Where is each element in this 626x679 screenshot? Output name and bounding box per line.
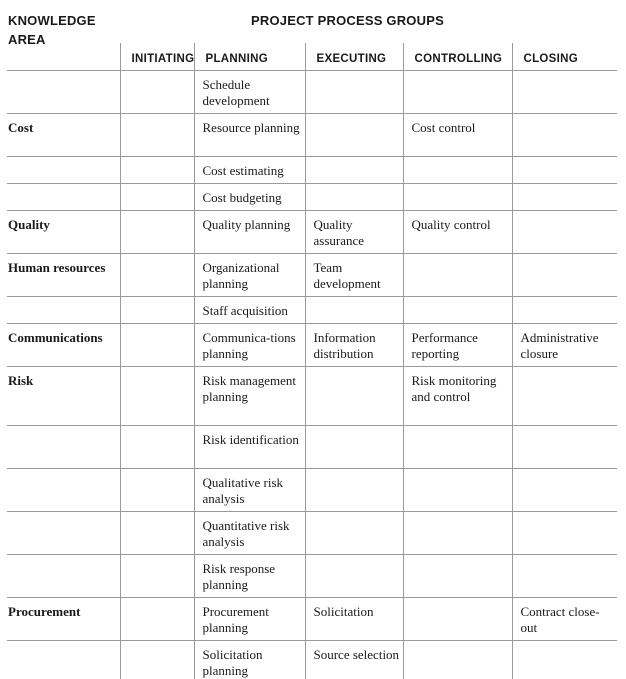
process-cell (403, 641, 512, 679)
knowledge-area-cell (7, 71, 120, 114)
process-cell (305, 114, 403, 157)
process-cell (512, 157, 617, 184)
process-cell: Cost budgeting (194, 184, 305, 211)
process-cell: Contract close-out (512, 598, 617, 641)
knowledge-area-cell (7, 469, 120, 512)
process-cell (120, 297, 194, 324)
process-cell: Source selection (305, 641, 403, 679)
process-cell (305, 157, 403, 184)
process-cell (512, 297, 617, 324)
table-row (7, 211, 617, 254)
table-row (7, 324, 617, 367)
process-cell (512, 555, 617, 598)
process-cell (120, 367, 194, 426)
knowledge-area-header: KNOWLEDGE AREA (8, 11, 118, 49)
knowledge-area-cell (7, 184, 120, 211)
knowledge-area-cell: Risk (7, 367, 120, 426)
table-row (7, 157, 617, 184)
knowledge-area-cell: Communications (7, 324, 120, 367)
process-cell (120, 469, 194, 512)
process-groups-header: PROJECT PROCESS GROUPS (251, 11, 444, 30)
process-cell (512, 211, 617, 254)
process-cell (120, 71, 194, 114)
process-cell: Quality assurance (305, 211, 403, 254)
column-header-row (7, 43, 617, 71)
knowledge-area-cell: Procurement (7, 598, 120, 641)
process-cell: Procurement planning (194, 598, 305, 641)
process-cell (305, 469, 403, 512)
process-cell: Solicitation (305, 598, 403, 641)
process-cell (512, 641, 617, 679)
process-cell (305, 426, 403, 469)
column-header-initiating: INITIATING (120, 43, 194, 71)
process-cell: Quality control (403, 211, 512, 254)
table-row (7, 184, 617, 211)
process-cell (120, 641, 194, 679)
process-cell (403, 71, 512, 114)
process-cell (120, 598, 194, 641)
process-cell (512, 469, 617, 512)
column-header-controlling: CONTROLLING (403, 43, 512, 71)
process-cell (305, 297, 403, 324)
process-cell (305, 71, 403, 114)
process-cell (512, 71, 617, 114)
process-cell (305, 555, 403, 598)
process-cell (305, 367, 403, 426)
process-cell (120, 184, 194, 211)
process-cell (305, 184, 403, 211)
table-body (7, 71, 617, 679)
process-cell (120, 157, 194, 184)
process-cell: Risk identification (194, 426, 305, 469)
table-row (7, 426, 617, 469)
process-cell: Quantitative risk analysis (194, 512, 305, 555)
knowledge-area-cell (7, 157, 120, 184)
process-cell (120, 555, 194, 598)
process-cell (512, 254, 617, 297)
knowledge-area-cell: Cost (7, 114, 120, 157)
process-cell: Schedule development (194, 71, 305, 114)
knowledge-area-cell (7, 297, 120, 324)
process-cell: Administrative closure (512, 324, 617, 367)
process-cell: Risk response planning (194, 555, 305, 598)
knowledge-area-cell: Quality (7, 211, 120, 254)
table-row (7, 555, 617, 598)
process-cell: Communica-tions planning (194, 324, 305, 367)
process-cell (305, 512, 403, 555)
column-header-executing: EXECUTING (305, 43, 403, 71)
process-cell: Cost estimating (194, 157, 305, 184)
process-cell: Qualitative risk analysis (194, 469, 305, 512)
table-row (7, 512, 617, 555)
process-cell (512, 512, 617, 555)
process-cell (512, 114, 617, 157)
process-cell (512, 426, 617, 469)
knowledge-area-cell: Human resources (7, 254, 120, 297)
process-cell: Performance reporting (403, 324, 512, 367)
process-cell (403, 598, 512, 641)
table-row (7, 367, 617, 426)
process-cell (403, 426, 512, 469)
process-cell: Team development (305, 254, 403, 297)
column-header-knowledge-area (7, 43, 120, 71)
process-cell: Information distribution (305, 324, 403, 367)
table-row (7, 469, 617, 512)
process-cell (403, 297, 512, 324)
table-row (7, 641, 617, 679)
knowledge-area-cell (7, 555, 120, 598)
process-cell (403, 184, 512, 211)
process-cell (120, 324, 194, 367)
process-cell: Risk management planning (194, 367, 305, 426)
process-cell (512, 367, 617, 426)
process-cell (403, 254, 512, 297)
process-cell: Risk monitoring and control (403, 367, 512, 426)
process-cell: Resource planning (194, 114, 305, 157)
column-header-planning: PLANNING (194, 43, 305, 71)
table-row (7, 598, 617, 641)
process-cell: Staff acquisition (194, 297, 305, 324)
column-header-closing: CLOSING (512, 43, 617, 71)
process-cell (403, 469, 512, 512)
process-cell: Organizational planning (194, 254, 305, 297)
process-cell (403, 157, 512, 184)
table-row (7, 71, 617, 114)
process-cell (120, 211, 194, 254)
process-cell (512, 184, 617, 211)
table-row (7, 297, 617, 324)
knowledge-area-cell (7, 512, 120, 555)
process-cell: Cost control (403, 114, 512, 157)
process-cell (120, 254, 194, 297)
process-cell (403, 555, 512, 598)
table-row (7, 254, 617, 297)
process-cell (120, 426, 194, 469)
process-cell: Quality planning (194, 211, 305, 254)
process-cell: Solicitation planning (194, 641, 305, 679)
knowledge-area-cell (7, 641, 120, 679)
process-cell (120, 114, 194, 157)
process-table (7, 43, 617, 679)
process-cell (403, 512, 512, 555)
knowledge-area-cell (7, 426, 120, 469)
process-cell (120, 512, 194, 555)
table-row (7, 114, 617, 157)
